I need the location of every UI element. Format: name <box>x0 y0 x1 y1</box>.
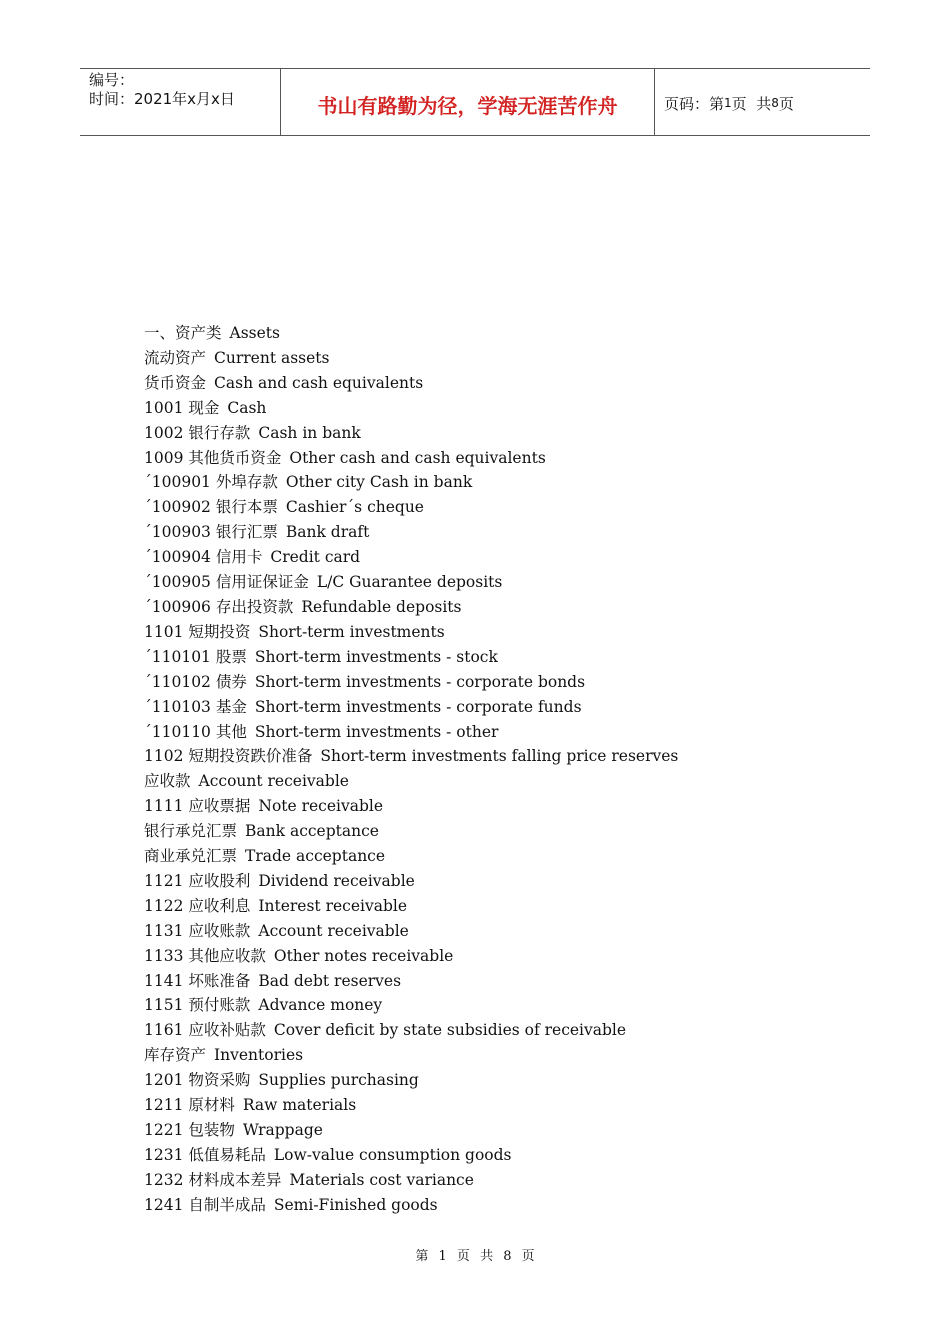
account-code-cn: ´100904 信用卡 <box>144 548 263 567</box>
account-code-cn: 库存资产 <box>144 1046 207 1065</box>
account-code-cn: 商业承兑汇票 <box>144 847 238 866</box>
footer-ye2: 页 <box>521 1249 535 1264</box>
account-line <box>144 321 864 346</box>
account-line <box>144 919 864 944</box>
account-code-cn: 1133 其他应收款 <box>144 946 266 965</box>
account-name-en: Account receivable <box>258 921 409 940</box>
account-name-en: Assets <box>229 324 280 342</box>
account-line <box>144 769 864 794</box>
account-code-cn: 1201 物资采购 <box>144 1071 251 1090</box>
account-name-en: Other notes receivable <box>273 946 454 965</box>
account-code-cn: 1241 自制半成品 <box>144 1195 266 1214</box>
account-line <box>144 993 864 1018</box>
account-name-en: Short-term investments - stock <box>254 647 498 666</box>
account-line <box>144 894 864 919</box>
account-code-cn: 1141 坏账准备 <box>144 971 251 990</box>
account-name-en: Inventories <box>214 1046 304 1065</box>
account-name-en: L/C Guarantee deposits <box>316 573 503 592</box>
account-line <box>144 1093 864 1118</box>
account-line <box>144 620 864 645</box>
page-prefix: 页码：第 <box>664 94 725 113</box>
account-code-cn: 1009 其他货币资金 <box>144 448 282 467</box>
account-code-cn: ´100901 外埠存款 <box>144 473 278 492</box>
account-name-en: Dividend receivable <box>258 871 415 890</box>
account-line <box>144 1043 864 1068</box>
account-line <box>144 446 864 471</box>
account-code-cn: ´100902 银行本票 <box>144 498 278 517</box>
account-line <box>144 396 864 421</box>
account-code-cn: 1221 包装物 <box>144 1121 235 1139</box>
account-name-en: Trade acceptance <box>245 847 386 866</box>
page-suffix: 页 <box>778 94 794 113</box>
account-line <box>144 744 864 769</box>
account-name-en: Cover deficit by state subsidies of receivable <box>273 1021 627 1040</box>
account-line <box>144 869 864 894</box>
page-footer <box>0 1245 950 1264</box>
account-code-cn: ´100905 信用证保证金 <box>144 573 309 592</box>
account-name-en: Bank draft <box>285 523 370 542</box>
account-code-cn: ´100906 存出投资款 <box>144 597 294 616</box>
account-name-en: Interest receivable <box>258 896 408 915</box>
account-code-cn: 1111 应收票据 <box>144 797 251 816</box>
serial-number-label: 编号： <box>89 71 135 89</box>
page-number: 1 <box>724 96 732 110</box>
account-line <box>144 1018 864 1043</box>
account-line <box>144 969 864 994</box>
account-code-cn: 1131 应收账款 <box>144 921 251 940</box>
account-name-en: Note receivable <box>258 797 384 816</box>
account-code-cn: 1002 银行存款 <box>144 423 251 442</box>
account-name-en: Short-term investments - corporate funds <box>254 697 582 716</box>
account-name-en: Bad debt reserves <box>258 971 402 990</box>
account-line <box>144 1068 864 1093</box>
account-code-cn: 1151 预付账款 <box>144 996 251 1015</box>
account-line <box>144 645 864 670</box>
account-name-en: Cash <box>227 398 267 417</box>
account-name-en: Other cash and cash equivalents <box>289 448 546 467</box>
account-code-cn: 1001 现金 <box>144 398 220 417</box>
account-code-cn: 流动资产 <box>144 348 207 367</box>
account-name-en: Credit card <box>270 548 361 567</box>
account-code-cn: 应收款 <box>144 772 191 791</box>
account-name-en: Bank acceptance <box>245 822 379 841</box>
account-code-cn: 一、资产类 <box>144 324 222 342</box>
account-code-cn: 银行承兑汇票 <box>144 822 238 841</box>
account-line <box>144 844 864 869</box>
account-name-en: Short-term investments - other <box>254 722 499 741</box>
header-left-cell <box>80 69 281 135</box>
account-name-en: Materials cost variance <box>289 1170 474 1189</box>
account-code-cn: 1231 低值易耗品 <box>144 1145 266 1164</box>
account-line <box>144 421 864 446</box>
header-motto: 书山有路勤为径，学海无涯苦作舟 <box>281 69 655 135</box>
account-name-en: Supplies purchasing <box>258 1071 419 1090</box>
account-name-en: Raw materials <box>242 1096 357 1115</box>
account-code-cn: 1121 应收股利 <box>144 871 251 890</box>
account-name-en: Cash and cash equivalents <box>214 373 424 392</box>
account-line <box>144 819 864 844</box>
account-name-en: Short-term investments - corporate bonds <box>254 672 586 691</box>
account-line <box>144 944 864 969</box>
account-list <box>144 321 864 1218</box>
account-code-cn: ´100903 银行汇票 <box>144 523 278 542</box>
account-name-en: Short-term investments falling price reserves <box>320 747 679 766</box>
account-line <box>144 670 864 695</box>
account-line <box>144 1118 864 1143</box>
footer-di: 第 <box>415 1249 429 1264</box>
account-name-en: Refundable deposits <box>301 597 462 616</box>
account-code-cn: ´110103 基金 <box>144 697 247 716</box>
account-line <box>144 720 864 745</box>
account-name-en: Short-term investments <box>258 622 445 641</box>
date-label: 时间：2021年x月x日 <box>89 90 235 108</box>
account-line <box>144 1168 864 1193</box>
account-name-en: Semi-Finished goods <box>273 1195 438 1214</box>
account-code-cn: 1232 材料成本差异 <box>144 1170 282 1189</box>
account-code-cn: ´110101 股票 <box>144 647 247 666</box>
account-code-cn: 货币资金 <box>144 373 207 392</box>
account-line <box>144 794 864 819</box>
account-code-cn: ´110102 债券 <box>144 672 247 691</box>
page-mid: 页 共 <box>731 94 772 113</box>
account-code-cn: 1102 短期投资跌价准备 <box>144 747 313 766</box>
account-line <box>144 520 864 545</box>
account-line <box>144 570 864 595</box>
account-name-en: Cashier´s cheque <box>285 498 424 517</box>
account-line <box>144 346 864 371</box>
footer-gong: 共 <box>480 1249 494 1264</box>
account-line <box>144 595 864 620</box>
account-name-en: Advance money <box>258 996 383 1015</box>
account-code-cn: 1161 应收补贴款 <box>144 1021 266 1040</box>
account-line <box>144 371 864 396</box>
account-code-cn: 1122 应收利息 <box>144 896 251 915</box>
footer-page-number: 1 <box>438 1249 447 1264</box>
account-code-cn: 1101 短期投资 <box>144 622 251 641</box>
document-header <box>80 68 870 136</box>
account-line <box>144 1193 864 1218</box>
footer-ye: 页 <box>456 1249 470 1264</box>
account-name-en: Cash in bank <box>258 423 361 442</box>
account-name-en: Other city Cash in bank <box>285 473 473 492</box>
account-name-en: Account receivable <box>198 772 349 791</box>
account-line <box>144 545 864 570</box>
header-page-info <box>655 69 870 135</box>
account-line <box>144 695 864 720</box>
account-line <box>144 470 864 495</box>
account-code-cn: 1211 原材料 <box>144 1096 235 1115</box>
account-name-en: Wrappage <box>242 1121 323 1139</box>
account-name-en: Current assets <box>214 348 330 367</box>
account-name-en: Low-value consumption goods <box>273 1145 512 1164</box>
account-line <box>144 1143 864 1168</box>
page-total: 8 <box>771 96 779 110</box>
footer-total: 8 <box>503 1249 512 1264</box>
account-code-cn: ´110110 其他 <box>144 722 247 741</box>
account-line <box>144 495 864 520</box>
